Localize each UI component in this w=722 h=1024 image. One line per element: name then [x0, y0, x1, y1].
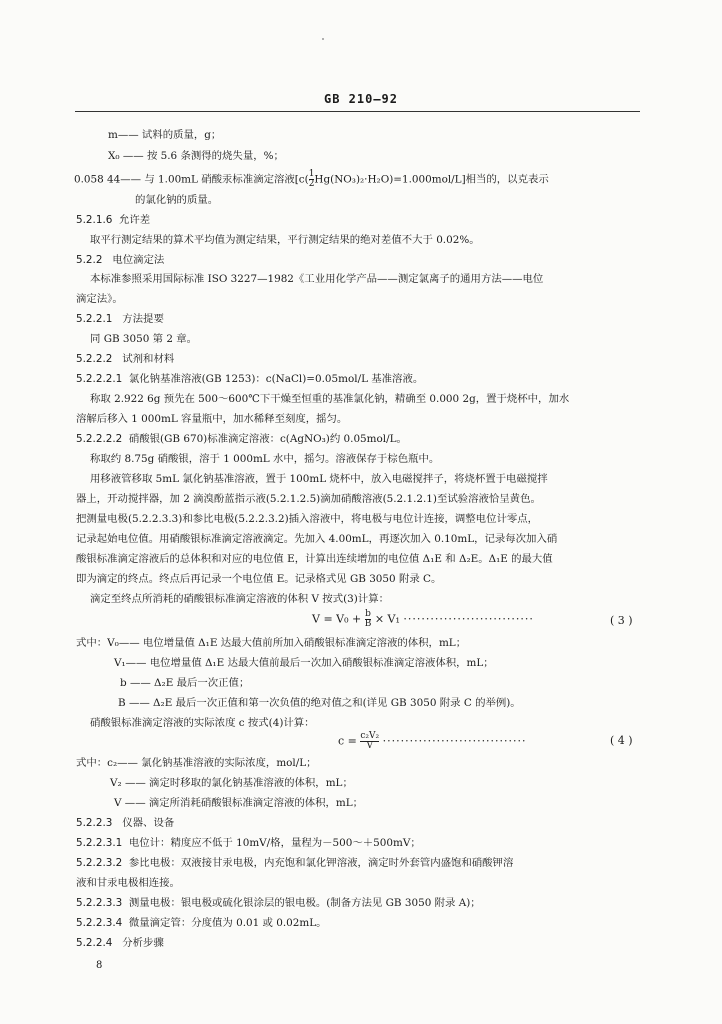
section-52222-p6: 酸银标准滴定溶液后的总体积和对应的电位值 E，计算出连续增加的电位值 Δ₁E 和 Δ₂E。Δ₁E 的最大值: [76, 553, 553, 565]
header-rule: [75, 111, 640, 112]
eq4-frac-den: V: [360, 741, 379, 751]
def-x0: X₀ —— 按 5.6 条测得的烧失量，%；: [108, 150, 284, 162]
where4-v2: V₂ —— 滴定时移取的氯化钠基准溶液的体积，mL；: [110, 777, 353, 789]
def-coef-frac-num: 1: [308, 169, 315, 179]
section-title: 仪器、设备: [122, 817, 175, 829]
section-52222-p5: 记录起始电位值。用硝酸银标准滴定溶液滴定。先加入 4.00mL，再逐次加入 0.10mL，记录每次加入硝: [76, 533, 558, 545]
equation-3: [312, 610, 534, 629]
section-number: 5.2.2.2: [76, 353, 113, 365]
section-522-text1: 本标准参照采用国际标准 ISO 3227—1982《工业用化学产品——测定氯离子的通用方法——电位: [90, 273, 544, 285]
section-number: 5.2.2.3.3: [76, 897, 123, 909]
where4-v: V —— 滴定所消耗硝酸银标准滴定溶液的体积，mL；: [114, 797, 364, 809]
section-number: 5.2.2.4: [76, 937, 113, 949]
where3-conc: 硝酸银标准滴定溶液的实际浓度 c 按式(4)计算：: [90, 717, 315, 729]
def-coef: [74, 170, 549, 189]
section-title: 允许差: [118, 214, 151, 226]
page-header: GB 210—92: [323, 92, 399, 106]
section-number: 5.2.2: [76, 254, 103, 266]
section-5222-heading: [76, 352, 174, 366]
where3-B: B —— Δ₂E 最后一次正值和第一次负值的绝对值之和(详见 GB 3050 附录 C 的举例)。: [118, 697, 521, 709]
section-number: 5.2.2.3.2: [76, 857, 123, 869]
eq3-frac-num: b: [365, 609, 371, 619]
section-52222-p4: 把测量电极(5.2.2.3.3)和参比电极(5.2.2.3.2)插入溶液中，将电极与电位计连接，调整电位计零点，: [76, 513, 539, 525]
section-text: 电位计：精度应不低于 10mV/格，量程为－500～＋500mV；: [128, 837, 421, 849]
section-title: 方法提要: [122, 313, 164, 325]
where3-v1: V₁—— 电位增量值 Δ₁E 达最大值前最后一次加入硝酸银标准滴定溶液体积，mL；: [114, 657, 494, 669]
section-522-text2: 滴定法》。: [76, 293, 123, 305]
def-coef-prefix: 0.058 44—— 与 1.00mL 硝酸汞标准滴定溶液[c(: [74, 173, 309, 186]
eq3-lhs: V = V₀ +: [312, 612, 365, 626]
section-number: 5.2.2.2.1: [76, 373, 123, 385]
section-52222-p1: 称取约 8.75g 硝酸银，溶于 1 000mL 水中，摇匀。溶液保存于棕色瓶中。: [90, 453, 440, 465]
section-52233: [76, 896, 481, 910]
section-52222-p3: 器上，开动搅拌器，加 2 滴溴酚蓝指示液(5.2.1.2.5)滴加硝酸溶液(5.2.1.2.1)至试验溶液恰呈黄色。: [76, 493, 541, 505]
section-number: 5.2.2.3.4: [76, 917, 123, 929]
section-5216-heading: [76, 213, 150, 227]
where4-c2: 式中：c₂—— 氯化钠基准溶液的实际浓度，mol/L；: [76, 757, 317, 769]
section-522-heading: [76, 253, 164, 267]
section-5224-heading: [76, 936, 164, 950]
def-coef-frac-den: 2: [308, 179, 315, 189]
section-title: 氯化钠基准溶液(GB 1253)：c(NaCl)=0.05mol/L 基准溶液。: [128, 373, 424, 385]
eq3-label: ( 3 ): [610, 614, 633, 627]
section-number: 5.2.2.3: [76, 817, 113, 829]
section-title: 硝酸银(GB 670)标准滴定溶液：c(AgNO₃)约 0.05mol/L。: [128, 433, 407, 445]
section-52222-heading: [76, 432, 407, 446]
section-52222-p7: 即为滴定的终点。终点后再记录一个电位值 E。记录格式见 GB 3050 附录 C。: [76, 573, 442, 585]
section-title: 试剂和材料: [122, 353, 175, 365]
where3-v0: 式中：V₀—— 电位增量值 Δ₁E 达最大值前所加入硝酸银标准滴定溶液的体积，mL；: [76, 637, 467, 649]
where3-b: b —— Δ₂E 最后一次正值；: [120, 677, 250, 689]
section-title: 电位滴定法: [112, 254, 165, 266]
scan-speck: [322, 38, 324, 40]
eq4-label: ( 4 ): [610, 734, 633, 747]
section-5221-text: 同 GB 3050 第 2 章。: [90, 333, 198, 345]
section-text: 测量电极：银电极或硫化银涂层的银电极。(制备方法见 GB 3050 附录 A)；: [128, 897, 481, 909]
section-52222-p8: 滴定至终点所消耗的硝酸银标准滴定溶液的体积 V 按式(3)计算：: [90, 593, 389, 605]
section-52234: [76, 916, 327, 930]
section-52231: [76, 836, 421, 850]
eq4-leader-dots: ································: [382, 734, 527, 748]
def-coef-suffix: Hg(NO₃)₂·H₂O)=1.000mol/L]相当的，以克表示: [314, 173, 549, 186]
eq4-fraction: [360, 732, 379, 751]
def-coef-cont: 的氯化钠的质量。: [135, 194, 219, 206]
section-number: 5.2.2.1: [76, 313, 113, 325]
section-text: 参比电极：双液接甘汞电极，内充饱和氯化钾溶液，滴定时外套管内盛饱和硝酸钾溶: [128, 857, 514, 869]
section-52232-cont: 液和甘汞电极相连接。: [76, 877, 180, 889]
section-text: 微量滴定管：分度值为 0.01 或 0.02mL。: [128, 917, 327, 929]
def-m: m—— 试料的质量，g；: [108, 129, 222, 141]
eq3-frac-den: B: [364, 619, 372, 629]
equation-4: [338, 732, 527, 751]
section-5221-heading: [76, 312, 164, 326]
section-number: 5.2.1.6: [76, 214, 113, 226]
section-5216-text: 取平行测定结果的算术平均值为测定结果，平行测定结果的绝对差值不大于 0.02%。: [90, 234, 480, 246]
page-number: 8: [96, 960, 103, 971]
eq3-leader-dots: ·····························: [403, 612, 534, 626]
section-52232: [76, 856, 513, 870]
section-52221-p1: 称取 2.922 6g 预先在 500～600℃下干燥至恒重的基准氯化钠，精确至 0.000 2g，置于烧杯中，加水: [90, 393, 570, 405]
section-52222-p2: 用移液管移取 5mL 氯化钠基准溶液，置于 100mL 烧杯中，放入电磁搅拌子，将烧杯置于电磁搅拌: [90, 473, 548, 485]
eq4-frac-num: c₂V₂: [360, 731, 380, 741]
section-5223-heading: [76, 816, 174, 830]
section-52221-heading: [76, 372, 423, 386]
section-title: 分析步骤: [122, 937, 164, 949]
eq3-rhs: × V₁: [371, 612, 400, 626]
section-52221-p2: 溶解后移入 1 000mL 容量瓶中，加水稀释至刻度，摇匀。: [76, 413, 348, 425]
section-number: 5.2.2.3.1: [76, 837, 123, 849]
section-number: 5.2.2.2.2: [76, 433, 123, 445]
eq4-lhs: c =: [338, 734, 361, 748]
